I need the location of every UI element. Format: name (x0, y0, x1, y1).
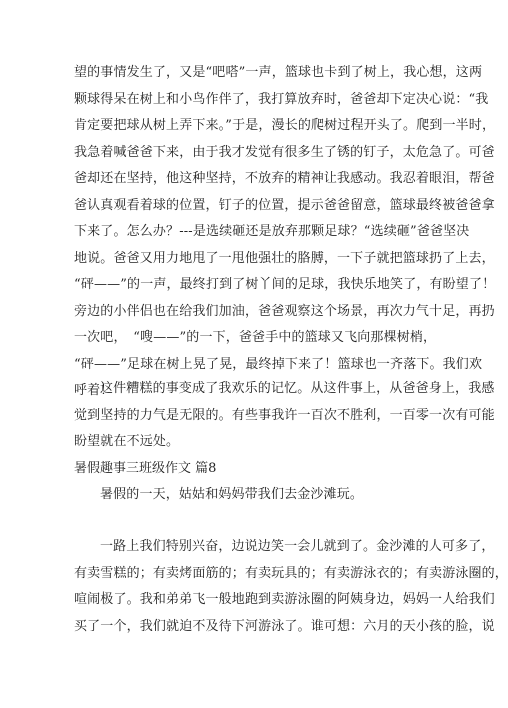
paragraph-1-line: 肯定要把球从树上弄下来。”于是，漫长的爬树过程开头了。爬到一半时， (74, 118, 496, 133)
paragraph-1-line: 爸认真观看着球的位置，钉子的位置，提示爸爸留意，篮球最终被爸爸拿 (74, 197, 495, 213)
section-heading: 暑假趣事三班级作文 篇8 (74, 461, 217, 476)
paragraph-1-line: 爸却还在坚持，他这种坚持，不放弃的精神让我感动。我忍着眼泪，帮爸 (74, 171, 495, 186)
paragraph-4-line: 有卖雪糕的；有卖烤面筋的；有卖玩具的；有卖游泳衣的；有卖游泳圈的， (74, 565, 508, 581)
paragraph-1-line: 呼着！ (74, 383, 114, 398)
paragraph-1-line: 颗球得呆在树上和小鸟作伴了，我打算放弃时，爸爸却下定决心说：“我 (74, 91, 489, 107)
paragraph-4-line: 喧闹极了。我和弟弟飞一般地跑到卖游泳圈的阿姨身边，妈妈一人给我们 (74, 592, 495, 607)
paragraph-1-line: 望的事情发生了，又是“吧嗒”一声，篮球也卡到了树上，我心想，这两 (74, 65, 483, 80)
paragraph-1-line: 下来了。怎么办？---是选续砸还是放弃那颗足球？“选续砸”爸爸坚决 (74, 224, 470, 239)
paragraph-4-line: 一路上我们特别兴奋，边说边笑一会儿就到了。金沙滩的人可多了， (100, 539, 495, 554)
paragraph-1-line: 一次吧， “嗖——”的一下，爸爸手中的篮球又飞向那棵树梢， (74, 330, 437, 345)
paragraph-1-line: 旁边的小伴侣也在给我们加油，爸爸观察这个场景，再次力气十足，再扔 (74, 303, 495, 319)
paragraph-2-line: 这件糟糕的事变成了我欢乐的记忆。从这件事上，从爸爸身上，我感 (100, 381, 495, 396)
paragraph-1-line: 我急着喊爸爸下来，由于我才发觉有很多生了锈的钉子，太危急了。可爸 (74, 144, 495, 160)
paragraph-1-line: “砰——”足球在树上晃了晃，最终掉下来了！篮球也一齐落下。我们欢 (74, 356, 483, 372)
paragraph-4 (74, 534, 508, 640)
paragraph-3 (74, 482, 434, 509)
paragraph-1-line: “砰——”的一声，最终打到了树丫间的足球，我快乐地笑了，有盼望了！ (74, 277, 496, 292)
paragraph-2 (74, 376, 495, 456)
paragraph-3-line: 暑假的一天，姑姑和妈妈带我们去金沙滩玩。 (100, 487, 364, 502)
paragraph-1-line: 地说。爸爸又用力地甩了一甩他强壮的胳膊，一下子就把篮球扔了上去， (74, 250, 495, 266)
paragraph-2-line: 觉到坚持的力气是无限的。有些事我许一百次不胜利，一百零一次有可能 (74, 407, 495, 423)
paragraph-2-line: 盼望就在不远处。 (74, 434, 180, 449)
paragraph-4-line: 买了一个，我们就迫不及待下河游泳了。谁可想：六月的天小孩的脸，说 (74, 618, 495, 634)
paragraph-1 (74, 60, 496, 405)
